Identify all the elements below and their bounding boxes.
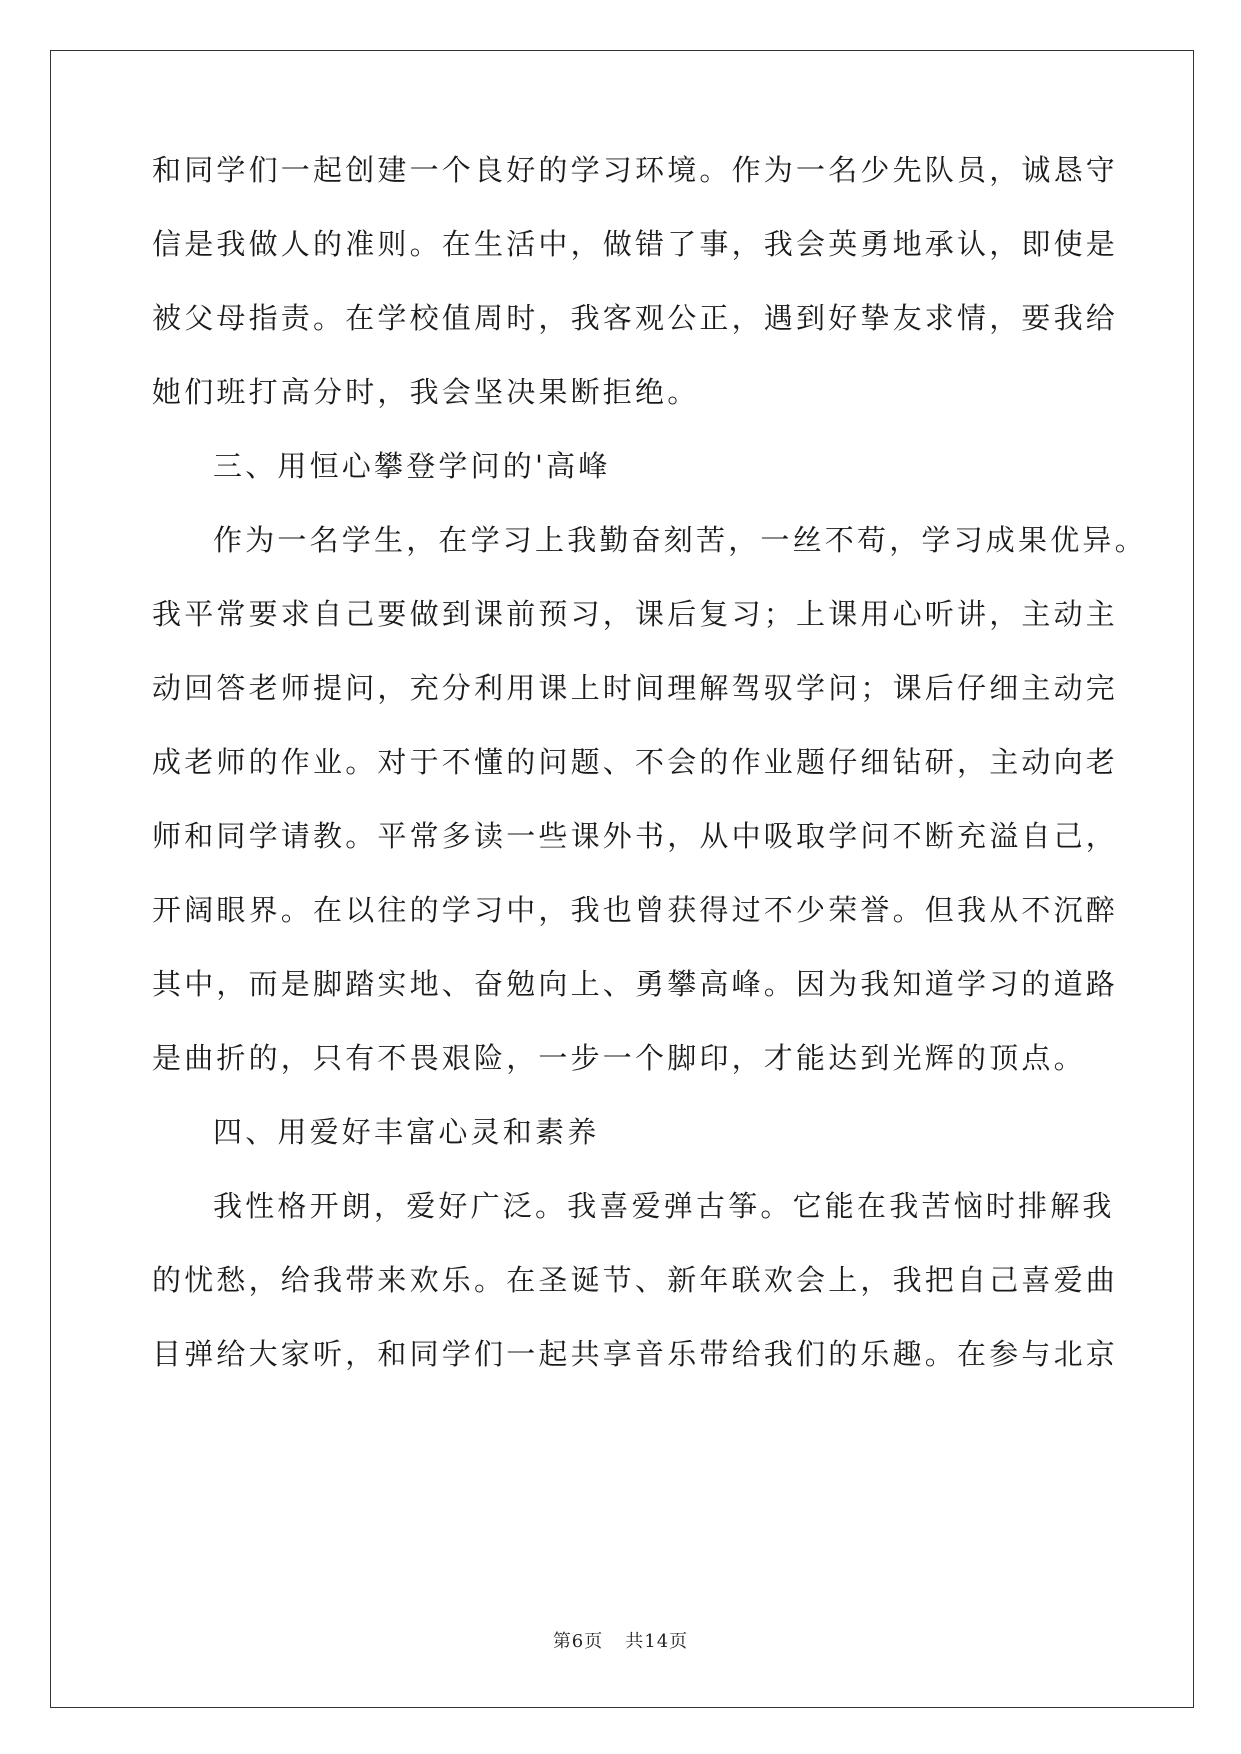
- body-text-line: 动回答老师提问，充分利用课上时间理解驾驭学问；课后仔细主动完: [152, 671, 1119, 705]
- body-text-line: 师和同学请教。平常多读一些课外书，从中吸取学问不断充溢自己，: [152, 819, 1119, 853]
- body-text-line: 成老师的作业。对于不懂的问题、不会的作业题仔细钻研，主动向老: [152, 745, 1119, 779]
- body-text-line: 我性格开朗，爱好广泛。我喜爱弹古筝。它能在我苦恼时排解我: [213, 1189, 1115, 1223]
- body-text-line: 被父母指责。在学校值周时，我客观公正，遇到好挚友求情，要我给: [152, 301, 1119, 335]
- body-text-line: 和同学们一起创建一个良好的学习环境。作为一名少先队员，诚恳守: [152, 153, 1119, 187]
- body-text-line: 是曲折的，只有不畏艰险，一步一个脚印，才能达到光辉的顶点。: [152, 1041, 1086, 1075]
- body-text-line: 开阔眼界。在以往的学习中，我也曾获得过不少荣誉。但我从不沉醉: [152, 893, 1119, 927]
- body-text-line: 目弹给大家听，和同学们一起共享音乐带给我们的乐趣。在参与北京: [152, 1337, 1119, 1371]
- body-text-line: 的忧愁，给我带来欢乐。在圣诞节、新年联欢会上，我把自己喜爱曲: [152, 1263, 1119, 1297]
- section-heading: 四、用爱好丰富心灵和素养: [213, 1115, 600, 1149]
- section-heading: 三、用恒心攀登学问的'高峰: [213, 449, 611, 483]
- body-text-line: 信是我做人的准则。在生活中，做错了事，我会英勇地承认，即使是: [152, 227, 1119, 261]
- body-text-line: 我平常要求自己要做到课前预习，课后复习；上课用心听讲，主动主: [152, 597, 1119, 631]
- page-footer: [0, 1630, 1241, 1654]
- page-total: 共14页: [625, 1631, 689, 1652]
- page-number: 第6页: [552, 1631, 604, 1652]
- body-text-line: 作为一名学生，在学习上我勤奋刻苦，一丝不苟，学习成果优异。: [213, 523, 1147, 557]
- body-text-line: 她们班打高分时，我会坚决果断拒绝。: [152, 375, 700, 409]
- body-text-line: 其中，而是脚踏实地、奋勉向上、勇攀高峰。因为我知道学习的道路: [152, 967, 1119, 1001]
